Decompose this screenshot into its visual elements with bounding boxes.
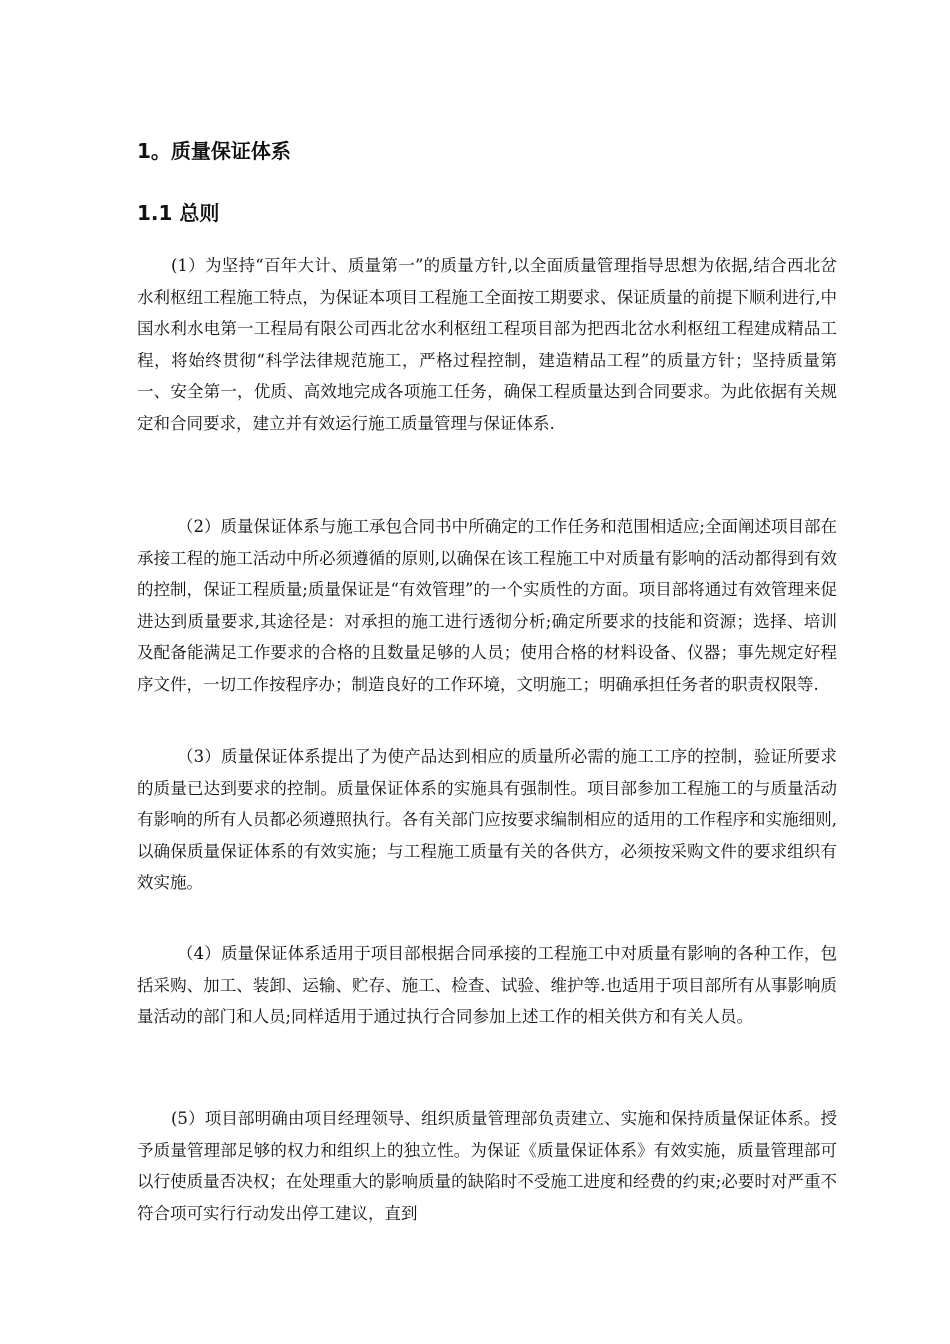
- section-heading: 1。质量保证体系: [137, 139, 291, 163]
- paragraph-2: （2）质量保证体系与施工承包合同书中所确定的工作任务和范围相适应;全面阐述项目部在承接工程的施工活动中所必须遵循的原则,以确保在该工程施工中对质量有影响的活动都得到有效的控制，保证工程质量;质量保证是“有效管理”的一个实质性的方面。项目部将通过有效管理来促进达到质量要求,其途径是：对承担的施工进行透彻分析;确定所要求的技能和资源；选择、培训及配备能满足工作要求的合格的且数量足够的人员；使用合格的材料设备、仪器；事先规定好程序文件，一切工作按程序办；制造良好的工作环境，文明施工；明确承担任务者的职责权限等.: [137, 517, 837, 694]
- subsection-heading: 1.1 总则: [137, 201, 220, 225]
- paragraph-1: (1）为坚持“百年大计、质量第一”的质量方针,以全面质量管理指导思想为依据,结合西北岔水利枢纽工程施工特点，为保证本项目工程施工全面按工期要求、保证质量的前提下顺利进行,中国水利水电第一工程局有限公司西北岔水利枢纽工程项目部为把西北岔水利枢纽工程建成精品工程，将始终贯彻“科学法律规范施工，严格过程控制，建造精品工程”的质量方针；坚持质量第一、安全第一，优质、高效地完成各项施工任务，确保工程质量达到合同要求。为此依据有关规定和合同要求，建立并有效运行施工质量管理与保证体系.: [137, 256, 837, 433]
- paragraph-4: （4）质量保证体系适用于项目部根据合同承接的工程施工中对质量有影响的各种工作，包括采购、加工、装卸、运输、贮存、施工、检查、试验、维护等.也适用于项目部所有从事影响质量活动的部门和人员;同样适用于通过执行合同参加上述工作的相关供方和有关人员。: [137, 944, 837, 1026]
- paragraph-3: （3）质量保证体系提出了为使产品达到相应的质量所必需的施工工序的控制，验证所要求的质量已达到要求的控制。质量保证体系的实施具有强制性。项目部参加工程施工的与质量活动有影响的所有人员都必须遵照执行。各有关部门应按要求编制相应的适用的工作程序和实施细则,以确保质量保证体系的有效实施；与工程施工质量有关的各供方，必须按采购文件的要求组织有效实施。: [137, 747, 837, 892]
- paragraph-5: (5）项目部明确由项目经理领导、组织质量管理部负责建立、实施和保持质量保证体系。授予质量管理部足够的权力和组织上的独立性。为保证《质量保证体系》有效实施，质量管理部可以行使质量否决权；在处理重大的影响质量的缺陷时不受施工进度和经费的约束;必要时对严重不符合项可实行行动发出停工建议，直到: [137, 1109, 837, 1223]
